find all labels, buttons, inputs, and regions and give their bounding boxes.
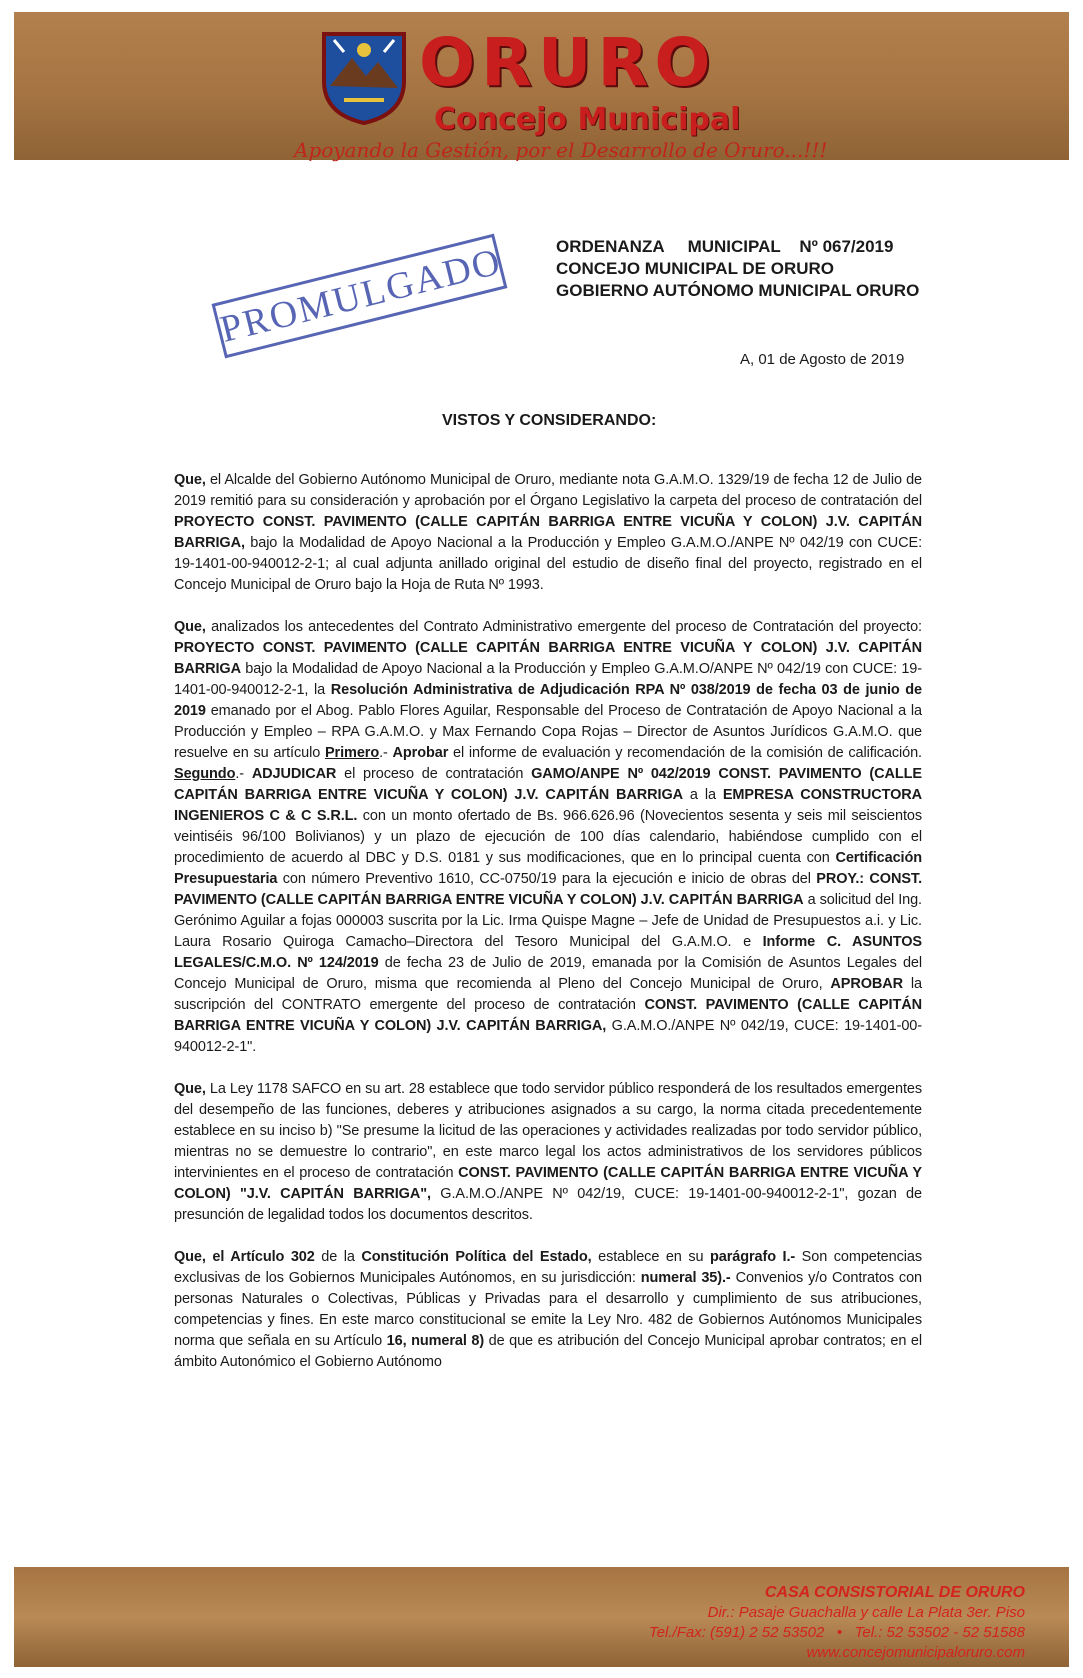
- text-run: GAMO/ANPE Nº 042/2019 CONST. PAVIMENTO (CALLE CAPITÁN BARRIGA ENTRE VICUÑA Y COLON) J.V. CAPITÁN BARRIGA: [174, 766, 922, 803]
- text-run: CONST. PAVIMENTO (CALLE CAPITÁN BARRIGA ENTRE VICUÑA Y COLON) J.V. CAPITÁN BARRIGA,: [174, 997, 922, 1034]
- text-run: G.A.M.O./ANPE Nº 042/19, CUCE: 19-1401-00-940012-2-1", gozan de presunción de legalidad todos los documentos descritos.: [174, 1186, 922, 1223]
- text-run: Aprobar: [392, 745, 449, 761]
- promulgado-stamp: PROMULGADO: [212, 234, 508, 359]
- text-run: 16,: [386, 1333, 407, 1349]
- document-reference: [556, 236, 919, 302]
- brand-slogan: Apoyando la Gestión, por el Desarrollo de Oruro...!!!: [294, 138, 828, 162]
- text-run: bajo la Modalidad de Apoyo Nacional a la Producción y Empleo G.A.M.O./ANPE Nº 042/19 con CUCE: 19-1401-00-940012-2-1; al cual adjunta anillado original del estudio de diseño final del proyecto, registrado en el Concejo Municipal de Oruro bajo la Hoja de Ruta Nº 1993.: [174, 535, 922, 593]
- text-run: Son competencias exclusivas de los Gobiernos Municipales Autónomos, en su jurisdicción:: [174, 1249, 922, 1286]
- text-run: analizados los antecedentes del Contrato Administrativo emergente del proceso de Contratación del proyecto:: [205, 619, 922, 635]
- text-run: Certificación Presupuestaria: [174, 850, 922, 887]
- text-run: Constitución Política del Estado,: [361, 1249, 592, 1265]
- letterhead-footer: [14, 1567, 1069, 1667]
- text-run: .-: [379, 745, 393, 761]
- paragraph-1: [174, 470, 922, 596]
- text-run: con número Preventivo 1610, CC-0750/19 para la ejecución e inicio de obras del: [277, 871, 817, 887]
- text-run: numeral 8): [411, 1333, 485, 1349]
- text-run: bajo la Modalidad de Apoyo Nacional a la Producción y Empleo G.A.M.O/ANPE Nº 042/19 con CUCE: 19-1401-00-940012-2-1, la: [174, 661, 922, 698]
- brand-subtitle: Concejo Municipal: [434, 102, 741, 137]
- paragraph-3: [174, 1079, 922, 1226]
- text-run: Informe C. ASUNTOS LEGALES/C.M.O. Nº 124/2019: [174, 934, 922, 971]
- text-run: La Ley 1178 SAFCO en su art. 28 establece que todo servidor público responderá de los resultados emergentes del desempeño de las funciones, deberes y atribuciones asignados a su cargo, la norma citada precedentemente establece en su inciso b) "Se presume la licitud de las operaciones y actividades realizadas por todo servidor público, mientras no se demuestre lo contrario", en este marco legal los actos administrativos de los servidores públicos intervinientes en el proceso de contratación: [174, 1081, 922, 1181]
- text-run: a solicitud del Ing. Gerónimo Aguilar a fojas 000003 suscrita por la Lic. Irma Quispe Magne – Jefe de Unidad de Presupuestos a.i. y Lic. Laura Rosario Quiroga Camacho–Directora del Tesoro Municipal del G.A.M.O. e: [174, 892, 922, 950]
- reference-line-3: GOBIERNO AUTÓNOMO MUNICIPAL ORURO: [556, 281, 920, 300]
- text-run: Convenios y/o Contratos con personas Naturales o Colectivas, Públicas y Privadas para el desarrollo y cumplimiento de sus atribuciones, competencias y fines. En este marco constitucional se emite la Ley Nro. 482 de Gobiernos Autónomos Municipales norma que señala en su Artículo: [174, 1270, 922, 1349]
- footer-line-4: www.concejomunicipaloruro.com: [806, 1644, 1025, 1661]
- text-run: Que,: [174, 619, 206, 635]
- text-run: .-: [235, 766, 252, 782]
- reference-line-1: ORDENANZA MUNICIPAL Nº 067/2019: [556, 237, 894, 256]
- paragraph-4: [174, 1247, 922, 1373]
- text-run: el informe de evaluación y recomendación de la comisión de calificación.: [448, 745, 922, 761]
- document-date: A, 01 de Agosto de 2019: [740, 351, 905, 368]
- text-run: Segundo: [174, 766, 236, 782]
- text-run: a la: [683, 787, 723, 803]
- text-run: la suscripción del CONTRATO emergente del proceso de contratación: [174, 976, 922, 1013]
- text-run: PROY.: CONST. PAVIMENTO (CALLE CAPITÁN BARRIGA ENTRE VICUÑA Y COLON) J.V. CAPITÁN BARRIGA: [174, 871, 922, 908]
- text-run: Primero: [324, 745, 380, 761]
- text-run: APROBAR: [830, 976, 904, 992]
- document-body: [174, 470, 922, 1394]
- footer-contact: [649, 1583, 1025, 1663]
- text-run: PROYECTO CONST. PAVIMENTO (CALLE CAPITÁN BARRIGA ENTRE VICUÑA Y COLON) J.V. CAPITÁN BARRIGA: [174, 640, 922, 677]
- paragraph-2: [174, 617, 922, 1058]
- brand-title: ORURO: [419, 24, 717, 101]
- text-run: G.A.M.O./ANPE Nº 042/19, CUCE: 19-1401-00-940012-2-1".: [174, 1018, 922, 1055]
- text-run: el proceso de contratación: [336, 766, 532, 782]
- footer-line-3: Tel./Fax: (591) 2 52 53502 • Tel.: 52 53502 - 52 51588: [648, 1624, 1025, 1641]
- text-run: CONST. PAVIMENTO (CALLE CAPITÁN BARRIGA ENTRE VICUÑA Y COLON) "J.V. CAPITÁN BARRIGA",: [174, 1165, 922, 1202]
- text-run: el Alcalde del Gobierno Autónomo Municipal de Oruro, mediante nota G.A.M.O. 1329/19 de fecha 12 de Julio de 2019 remitió para su consideración y aprobación por el Órgano Legislativo la carpeta del proceso de contratación del: [174, 472, 922, 509]
- text-run: Resolución Administrativa de Adjudicación RPA Nº 038/2019 de fecha 03 de junio de 2019: [174, 682, 922, 719]
- text-run: de fecha 23 de Julio de 2019, emanada por la Comisión de Asuntos Legales del Concejo Municipal de Oruro, misma que recomienda al Pleno del Concejo Municipal de Oruro,: [174, 955, 923, 992]
- section-title: VISTOS Y CONSIDERANDO:: [442, 412, 657, 429]
- text-run: establece en su: [591, 1249, 710, 1265]
- text-run: de la: [314, 1249, 362, 1265]
- text-run: parágrafo I.-: [710, 1249, 796, 1265]
- text-run: ADJUDICAR: [251, 766, 337, 782]
- footer-line-2: Dir.: Pasaje Guachalla y calle La Plata 3er. Piso: [707, 1604, 1025, 1621]
- municipal-coat-of-arms-icon: [314, 26, 414, 126]
- text-run: EMPRESA CONSTRUCTORA INGENIEROS C & C S.R.L.: [174, 787, 922, 824]
- text-run: con un monto ofertado de Bs. 966.626.96 (Novecientos sesenta y seis mil seiscientos veintiséis 96/100 Bolivianos) y un plazo de ejecución de 100 días calendario, habiéndose cumplido con el procedimiento de acuerdo al DBC y D.S. 0181 y sus modificaciones, que en lo principal cuenta con: [174, 808, 923, 866]
- reference-line-2: CONCEJO MUNICIPAL DE ORURO: [556, 259, 835, 278]
- text-run: emanado por el Abog. Pablo Flores Aguilar, Responsable del Proceso de Contratación de Apoyo Nacional a la Producción y Empleo – RPA G.A.M.O. y Max Fernando Copa Rojas – Director de Asuntos Jurídicos G.A.M.O. que resuelve en su artículo: [174, 703, 922, 761]
- letterhead-banner: [14, 12, 1069, 160]
- text-run: PROYECTO CONST. PAVIMENTO (CALLE CAPITÁN BARRIGA ENTRE VICUÑA Y COLON) J.V. CAPITÁN BARRIGA,: [174, 514, 922, 551]
- text-run: de que es atribución del Concejo Municipal aprobar contratos; en el ámbito Autonómico el Gobierno Autónomo: [174, 1333, 922, 1370]
- footer-line-1: CASA CONSISTORIAL DE ORURO: [764, 1584, 1025, 1601]
- text-run: Que,: [174, 472, 206, 488]
- text-run: Que, el Artículo 302: [174, 1249, 315, 1265]
- text-run: numeral 35).-: [640, 1270, 731, 1286]
- text-run: Que,: [174, 1081, 206, 1097]
